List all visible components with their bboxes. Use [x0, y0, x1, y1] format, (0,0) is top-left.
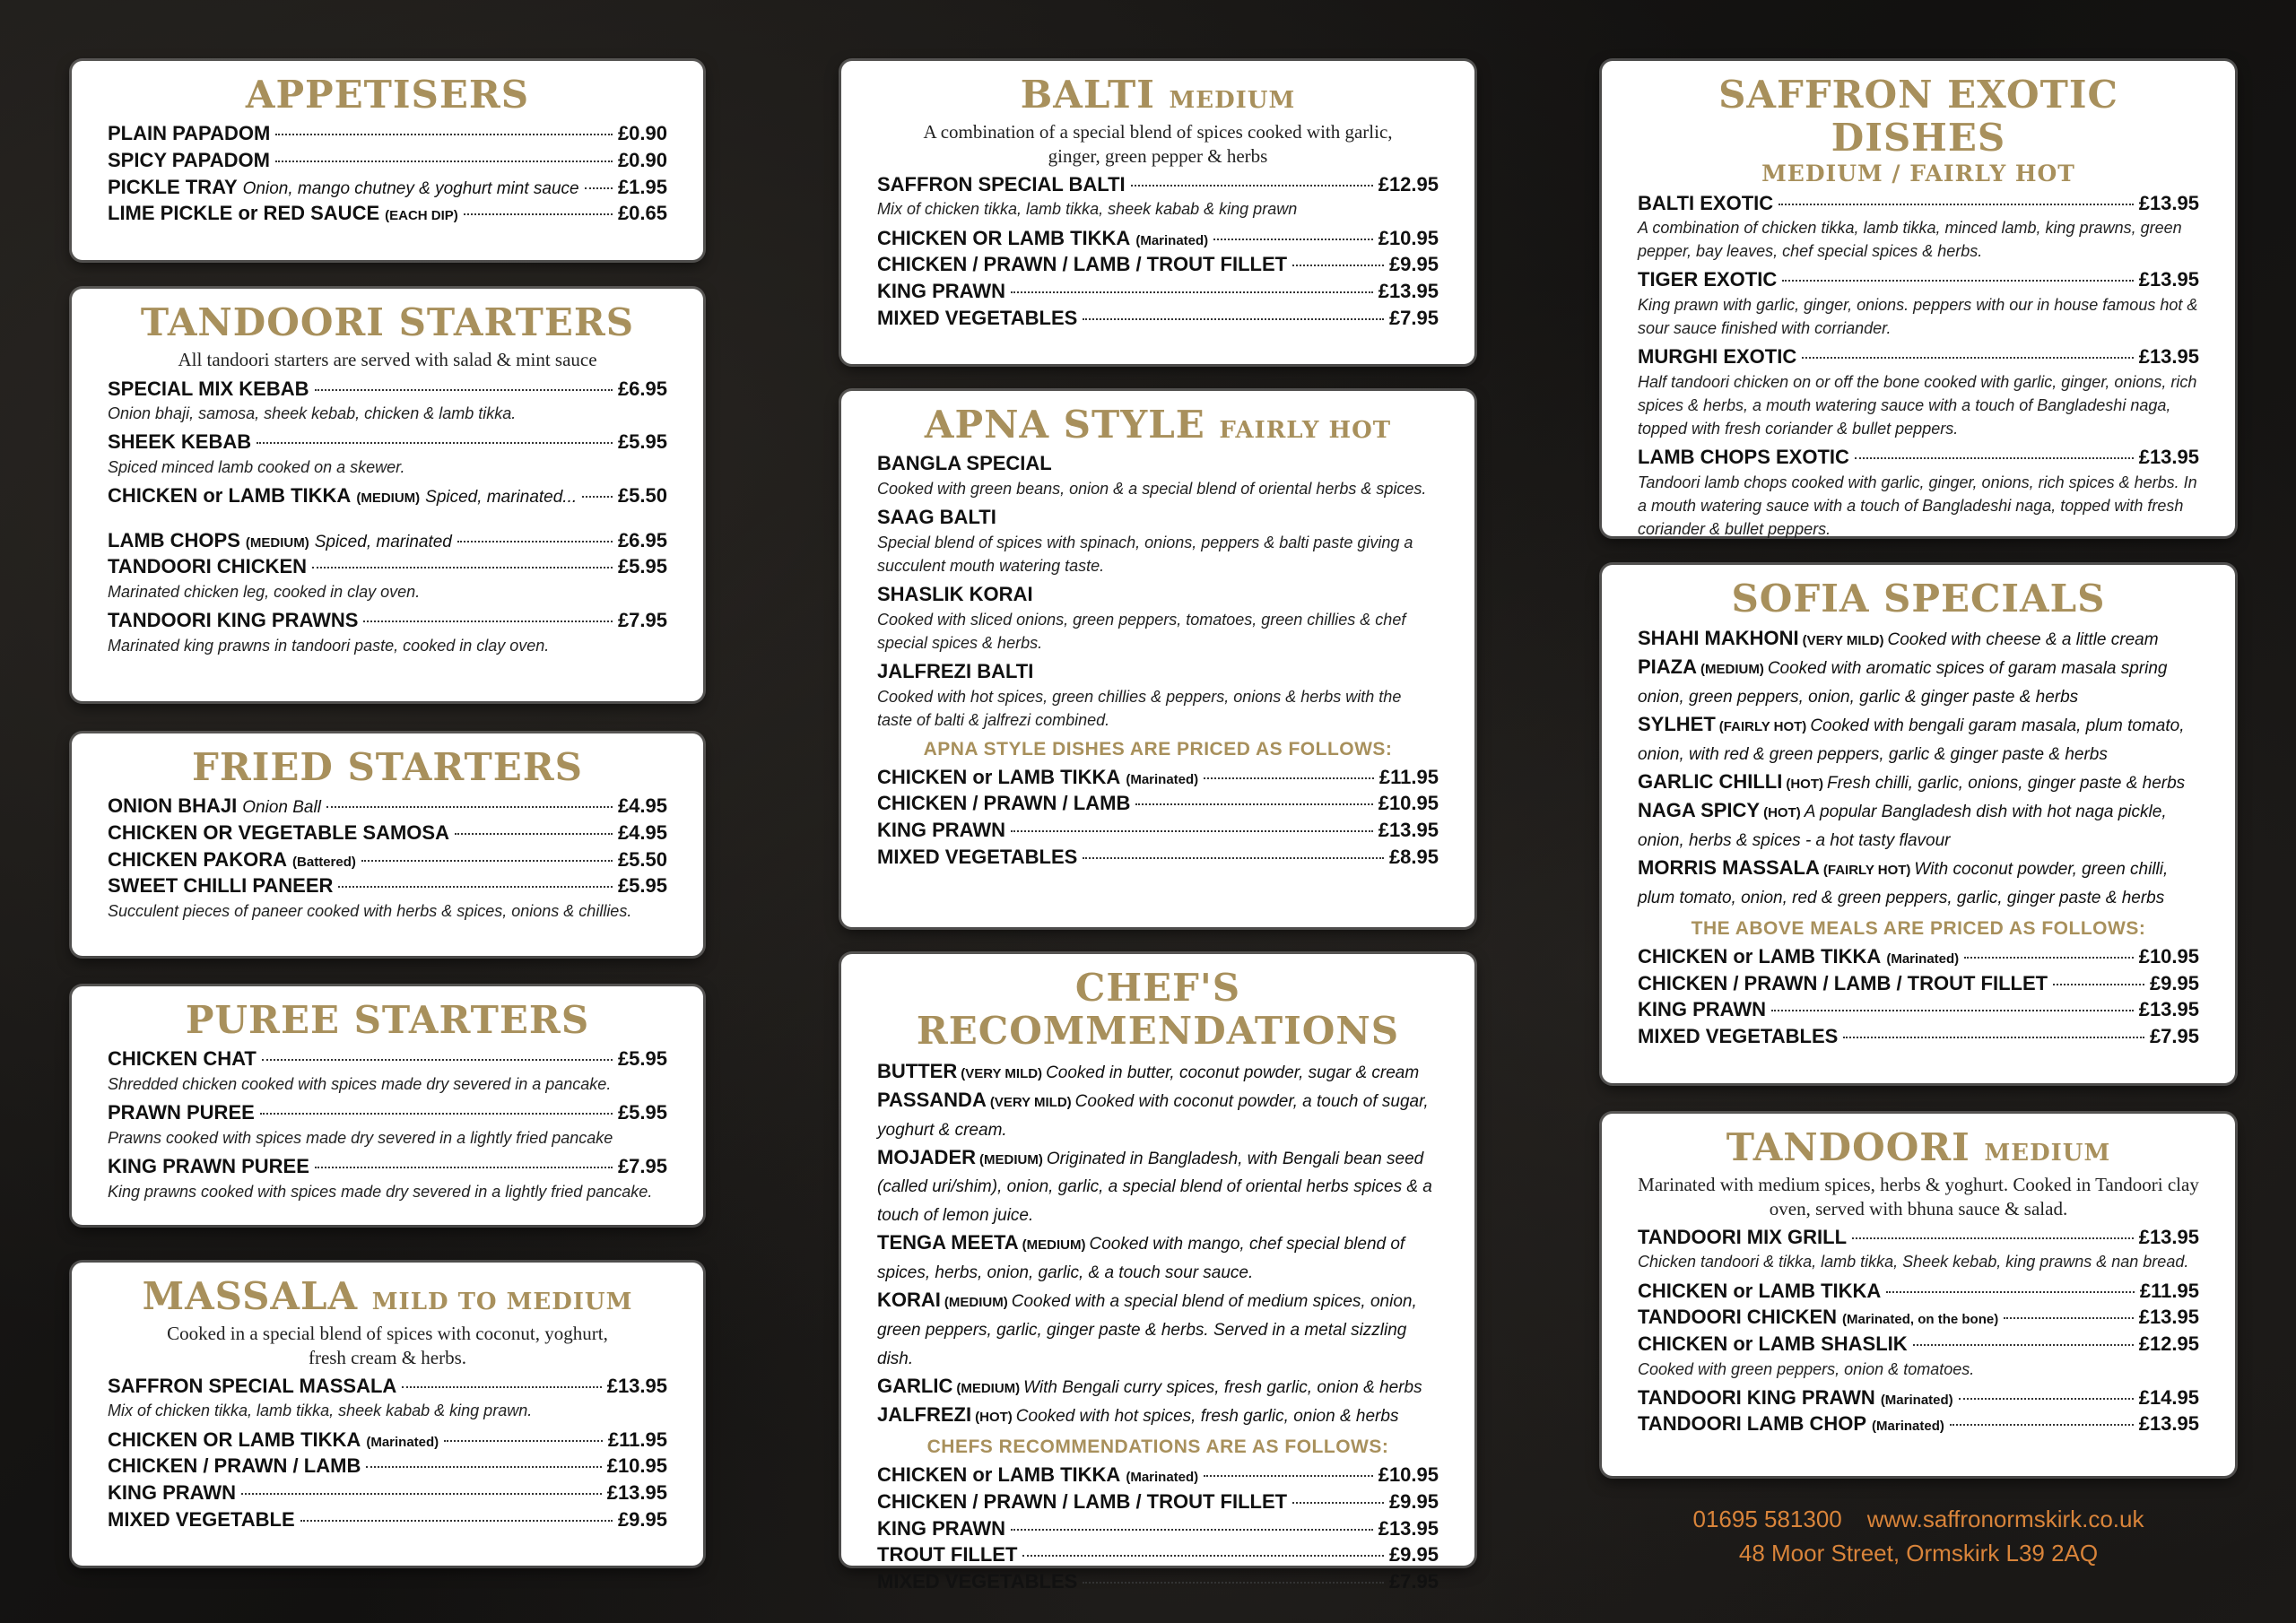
tandoori-title-heat: MEDIUM	[1984, 1140, 2111, 1167]
dish-tag: (FAIRLY HOT)	[1822, 863, 1911, 879]
sofia-specials-title: SOFIA SPECIALS	[1731, 577, 2106, 621]
item-tag: (Battered)	[292, 854, 356, 870]
dish-note: With Bengali curry spices, fresh garlic, onion & herbs	[1023, 1378, 1422, 1398]
item-note: Onion Ball	[242, 798, 321, 818]
item-name: LAMB CHOPS EXOTIC	[1638, 446, 1849, 469]
dish-name: NAGA SPICY	[1638, 799, 1761, 822]
menu-item	[877, 1541, 1439, 1568]
dish-name: MOJADER	[877, 1145, 977, 1168]
item-name: TANDOORI KING PRAWNS	[108, 609, 359, 632]
item-name: TANDOORI CHICKEN	[1638, 1306, 1838, 1329]
item-tag: (EACH DIP)	[385, 208, 458, 224]
item-price: £1.95	[617, 175, 667, 198]
menu-item	[877, 1568, 1439, 1595]
item-description: Marinated chicken leg, cooked in clay oven.	[108, 583, 421, 602]
menu-item	[877, 1462, 1439, 1488]
contact-line	[1602, 1503, 2235, 1537]
item-name: CHICKEN or LAMB TIKKA	[877, 1463, 1121, 1487]
dish-tag: (HOT)	[975, 1410, 1013, 1426]
item-description: Marinated king prawns in tandoori paste, cooked in clay oven.	[108, 636, 550, 655]
item-description: Shredded chicken cooked with spices made dry severed in a pancake.	[108, 1074, 612, 1093]
item-description: Cooked with green peppers, onion & tomatoes.	[1638, 1359, 1975, 1378]
menu-item	[108, 1153, 667, 1180]
item-price: £4.95	[617, 820, 667, 844]
item-price: £9.95	[1388, 253, 1439, 276]
item-price: £11.95	[1378, 765, 1439, 788]
item-price: £9.95	[2149, 971, 2199, 994]
apna-style-card	[841, 391, 1474, 927]
item-price: £14.95	[2138, 1385, 2199, 1409]
dish-name: SHASLIK KORAI	[877, 582, 1033, 605]
item-description: Chicken tandoori & tikka, lamb tikka, Sheek kebab, king prawns & nan bread.	[1638, 1253, 2189, 1271]
menu-item	[1638, 343, 2199, 370]
dish-name: JALFREZI BALTI	[877, 659, 1034, 682]
item-name: CHICKEN / PRAWN / LAMB / TROUT FILLET	[877, 1489, 1288, 1513]
dish-tag: (MEDIUM)	[1700, 662, 1764, 678]
item-name: SAFFRON SPECIAL BALTI	[877, 172, 1126, 195]
item-description: Tandoori lamb chops cooked with garlic, ginger, onions, rich spices & herbs. In a mouth watering sauce with a touch of Bangladeshi naga, topped with fresh coriander & bullet peppers.	[1638, 473, 2197, 539]
item-price: £10.95	[1378, 792, 1439, 815]
tandoori-starters-card	[72, 289, 703, 701]
item-name: KING PRAWN	[1638, 998, 1766, 1021]
section-description: Cooked in a special blend of spices with coconut, yoghurt, fresh cream & herbs.	[167, 1323, 608, 1368]
item-note: Spiced, marinated...	[425, 488, 578, 508]
tandoori-title-main: TANDOORI	[1726, 1125, 1970, 1169]
menu-item	[108, 1480, 667, 1506]
apna-style-title-heat: FAIRLY HOT	[1219, 417, 1392, 444]
balti-title-heat: MEDIUM	[1169, 87, 1296, 114]
item-description: A combination of chicken tikka, lamb tikka, minced lamb, king prawns, green pepper, bay leaves, chef special spices & herbs.	[1638, 219, 2182, 261]
item-name: CHICKEN or LAMB TIKKA	[877, 765, 1121, 788]
menu-item	[108, 482, 667, 509]
item-price: £13.95	[2138, 1225, 2199, 1248]
item-description: Spiced minced lamb cooked on a skewer.	[108, 458, 405, 477]
item-tag: (Marinated)	[1886, 950, 1960, 967]
item-name: ONION BHAJI	[108, 794, 238, 818]
menu-item	[108, 376, 667, 403]
menu-item	[1638, 970, 2199, 997]
item-name: KING PRAWN	[877, 1516, 1005, 1540]
item-description: Cooked with hot spices, green chillies & peppers, onions & herbs with the taste of balti & jalfrezi combined.	[877, 687, 1402, 729]
dish-name: BANGLA SPECIAL	[877, 452, 1052, 475]
item-name: MIXED VEGETABLES	[1638, 1025, 1839, 1048]
dish-tag: (MEDIUM)	[956, 1381, 1021, 1397]
item-name: CHICKEN or LAMB TIKKA	[1638, 1279, 1882, 1302]
item-description: Half tandoori chicken on or off the bone cooked with garlic, ginger, onions, rich spices & herbs, a mouth watering sauce with a touch of Bangladeshi naga, topped with fresh coriander & bullet peppers.	[1638, 373, 2197, 438]
menu-item	[1638, 1331, 2199, 1358]
dish-tag: (VERY MILD)	[989, 1094, 1072, 1110]
item-price: £13.95	[606, 1480, 667, 1504]
massala-title	[108, 1275, 667, 1318]
dish-tag: (VERY MILD)	[1802, 633, 1884, 649]
item-tag: (Marinated)	[1872, 1419, 1944, 1435]
item-price: £13.95	[2138, 1412, 2199, 1436]
item-name: TANDOORI LAMB CHOP	[1638, 1412, 1867, 1436]
item-price: £13.95	[1378, 1516, 1439, 1540]
item-price: £13.95	[2138, 446, 2199, 469]
dish-tag: (MEDIUM)	[979, 1151, 1043, 1167]
item-name: SAFFRON SPECIAL MASSALA	[108, 1374, 397, 1397]
menu-item	[108, 527, 667, 554]
item-price: £10.95	[2138, 944, 2199, 968]
tandoori-title	[1638, 1126, 2199, 1169]
dish-note: Cooked with cheese & a little cream	[1887, 630, 2159, 650]
item-tag: (Marinated, on the bone)	[1842, 1312, 1999, 1328]
item-price: £11.95	[2139, 1279, 2199, 1302]
item-name: PICKLE TRAY	[108, 175, 238, 198]
item-description: Cooked with sliced onions, green peppers, tomatoes, green chillies & chef special spices & herbs.	[877, 610, 1406, 652]
phone-number[interactable]: 01695 581300	[1692, 1506, 1842, 1532]
dish-name: GARLIC CHILLI	[1638, 770, 1783, 794]
item-price: £7.95	[1388, 1569, 1439, 1593]
apna-style-title	[877, 404, 1439, 447]
item-price: £13.95	[1378, 279, 1439, 302]
menu-item	[108, 200, 667, 227]
item-price: £4.95	[617, 794, 667, 818]
section-description: Marinated with medium spices, herbs & yoghurt. Cooked in Tandoori clay oven, served with bhuna sauce & salad.	[1638, 1174, 2199, 1219]
item-price: £10.95	[1378, 226, 1439, 249]
fried-starters-card	[72, 733, 703, 956]
dish-entry	[877, 1143, 1439, 1229]
massala-title-main: MASSALA	[142, 1274, 359, 1318]
dish-entry	[1638, 710, 2199, 768]
dish-note: Fresh chilli, garlic, onions, ginger paste & herbs	[1826, 774, 2186, 794]
menu-item	[108, 607, 667, 634]
menu-item	[877, 764, 1439, 791]
item-name: KING PRAWN PUREE	[108, 1154, 309, 1177]
dish-name: GARLIC	[877, 1375, 953, 1398]
item-name: SPICY PAPADOM	[108, 148, 270, 171]
item-name: SHEEK KEBAB	[108, 430, 252, 454]
item-price: £0.65	[617, 202, 667, 225]
item-name: CHICKEN or LAMB SHASLIK	[1638, 1332, 1908, 1355]
item-name: KING PRAWN	[877, 819, 1005, 842]
item-description: Onion bhaji, samosa, sheek kebab, chicken & lamb tikka.	[108, 404, 517, 423]
item-price: £0.90	[617, 122, 667, 145]
item-price: £5.95	[617, 874, 667, 898]
menu-item	[877, 1488, 1439, 1515]
item-description: Mix of chicken tikka, lamb tikka, sheek kabab & king prawn.	[108, 1402, 533, 1420]
dish-tag: (HOT)	[1763, 805, 1801, 821]
section-description: A combination of a special blend of spices cooked with garlic, ginger, green pepper & herbs	[923, 121, 1393, 167]
item-name: PRAWN PUREE	[108, 1101, 255, 1124]
item-note: Onion, mango chutney & yoghurt mint sauce	[242, 178, 579, 198]
appetisers-card	[72, 61, 703, 260]
menu-item	[108, 1373, 667, 1400]
menu-item	[877, 251, 1439, 278]
dish-entry	[1638, 624, 2199, 653]
menu-item	[1638, 1224, 2199, 1251]
menu-item	[1638, 266, 2199, 293]
chefs-recommendations-card	[841, 954, 1474, 1593]
item-price: £11.95	[607, 1428, 667, 1451]
item-name: MIXED VEGETABLE	[108, 1507, 295, 1531]
priced-heading: CHEFS RECOMMENDATIONS ARE AS FOLLOWS:	[926, 1436, 1389, 1458]
tandoori-card	[1602, 1114, 2235, 1476]
fried-starters-title: FRIED STARTERS	[192, 745, 583, 789]
dish-tag: (MEDIUM)	[1022, 1237, 1086, 1254]
item-name: CHICKEN / PRAWN / LAMB / TROUT FILLET	[877, 253, 1288, 276]
menu-item	[108, 1046, 667, 1072]
dish-note: Cooked with a special blend of medium spices, onion, green peppers, garlic, ginger paste & herbs. Served in a metal sizzling dish.	[877, 1292, 1417, 1369]
dish-name: KORAI	[877, 1289, 941, 1312]
dish-entry	[877, 1057, 1439, 1086]
item-price: £6.95	[617, 377, 667, 400]
item-name: MURGHI EXOTIC	[1638, 345, 1797, 369]
dish-entry	[1638, 768, 2199, 796]
menu-item	[1638, 1023, 2199, 1050]
dish-note: Cooked with aromatic spices of garam masala spring onion, green peppers, onion, garlic & ginger paste & herbs	[1638, 659, 2168, 707]
item-price: £7.95	[1388, 306, 1439, 329]
menu-item	[108, 1453, 667, 1480]
menu-item	[108, 846, 667, 873]
item-description: Special blend of spices with spinach, onions, peppers & balti paste giving a succulent mouth watering taste.	[877, 533, 1413, 575]
menu-item	[1638, 1278, 2199, 1305]
item-name: TROUT FILLET	[877, 1543, 1018, 1567]
item-name: TANDOORI KING PRAWN	[1638, 1385, 1875, 1409]
menu-item	[1638, 996, 2199, 1023]
exotic-dishes-card	[1602, 61, 2235, 539]
dish-entry	[1638, 796, 2199, 854]
dish-note: Cooked in butter, coconut powder, sugar & cream	[1046, 1063, 1420, 1082]
menu-item	[877, 278, 1439, 305]
dish-note: A popular Bangladesh dish with hot naga pickle, onion, herbs & spices - a hot tasty flavour	[1638, 803, 2167, 851]
item-name: CHICKEN OR LAMB TIKKA	[877, 226, 1131, 249]
item-price: £12.95	[2138, 1332, 2199, 1355]
menu-item	[877, 171, 1439, 198]
item-description: King prawn with garlic, ginger, onions. peppers with our in house famous hot & sour sauce finished with corriander.	[1638, 296, 2198, 338]
dish-name: JALFREZI	[877, 1403, 972, 1427]
item-name: LAMB CHOPS	[108, 528, 240, 551]
item-price: £9.95	[1388, 1543, 1439, 1567]
dish-note: Cooked with coconut powder, a touch of sugar, yoghurt & cream.	[877, 1091, 1429, 1140]
item-tag: (Marinated)	[366, 1434, 439, 1450]
item-tag: (Marinated)	[1126, 771, 1199, 787]
apna-style-title-main: APNA STYLE	[924, 403, 1205, 447]
item-price: £9.95	[617, 1507, 667, 1531]
address: 48 Moor Street, Ormskirk L39 2AQ	[1738, 1539, 2099, 1567]
menu-item	[877, 305, 1439, 332]
item-price: £9.95	[1388, 1489, 1439, 1513]
item-name: CHICKEN OR LAMB TIKKA	[108, 1428, 361, 1451]
item-name: PLAIN PAPADOM	[108, 122, 271, 145]
website-link[interactable]: www.saffronormskirk.co.uk	[1866, 1506, 2144, 1532]
exotic-dishes-title: SAFFRON EXOTIC DISHES	[1718, 73, 2118, 161]
item-price: £5.95	[617, 1101, 667, 1124]
item-description: Succulent pieces of paneer cooked with herbs & spices, onions & chillies.	[108, 902, 632, 921]
item-price: £13.95	[606, 1374, 667, 1397]
menu-item	[877, 1515, 1439, 1542]
menu-item	[108, 553, 667, 580]
massala-title-heat: MILD TO MEDIUM	[371, 1289, 633, 1315]
item-price: £0.90	[617, 148, 667, 171]
contact-footer	[1602, 1503, 2235, 1570]
dish-entry	[1638, 854, 2199, 911]
item-description: Cooked with green beans, onion & a special blend of oriental herbs & spices.	[877, 479, 1427, 498]
item-name: MIXED VEGETABLES	[877, 1569, 1078, 1593]
menu-item	[108, 120, 667, 147]
dish-tag: (FAIRLY HOT)	[1718, 719, 1807, 735]
priced-heading: THE ABOVE MEALS ARE PRICED AS FOLLOWS:	[1691, 917, 2146, 939]
menu-item	[108, 1427, 667, 1454]
balti-title	[877, 74, 1439, 117]
dish-name: MORRIS MASSALA	[1638, 856, 1820, 880]
item-price: £8.95	[1388, 845, 1439, 868]
item-price: £12.95	[1378, 172, 1439, 195]
menu-item	[1638, 1304, 2199, 1331]
item-name: BALTI EXOTIC	[1638, 191, 1774, 214]
item-price: £5.95	[617, 1047, 667, 1071]
menu-item	[1638, 1410, 2199, 1437]
menu-item	[108, 174, 667, 201]
item-description: Mix of chicken tikka, lamb tikka, sheek kabab & king prawn	[877, 200, 1298, 219]
dish-note: Originated in Bangladesh, with Bengali bean seed (called uri/shim), onion, garlic, a special blend of oriental herbs spices & a touch of lemon juice.	[877, 1149, 1432, 1226]
balti-title-main: BALTI	[1020, 73, 1155, 117]
menu-item	[108, 820, 667, 846]
item-price: £13.95	[2138, 345, 2199, 369]
item-name: TANDOORI CHICKEN	[108, 555, 308, 578]
tandoori-starters-title: TANDOORI STARTERS	[140, 300, 635, 344]
item-name: CHICKEN PAKORA	[108, 847, 288, 871]
item-tag: (Marinated)	[1135, 232, 1209, 248]
item-tag: (MEDIUM)	[245, 534, 309, 551]
menu-item	[108, 872, 667, 899]
item-name: LIME PICKLE or RED SAUCE	[108, 202, 380, 225]
puree-starters-title: PUREE STARTERS	[185, 998, 590, 1042]
dish-tag: (MEDIUM)	[944, 1295, 1008, 1311]
exotic-dishes-heat: MEDIUM / FAIRLY HOT	[1761, 160, 2075, 187]
item-name: CHICKEN or LAMB TIKKA	[108, 484, 352, 508]
menu-item	[877, 844, 1439, 871]
item-tag: (Marinated)	[1126, 1470, 1199, 1486]
menu-item	[877, 225, 1439, 252]
item-name: KING PRAWN	[877, 279, 1005, 302]
dish-entry	[877, 1401, 1439, 1429]
item-price: £7.95	[617, 1154, 667, 1177]
item-price: £13.95	[2138, 268, 2199, 291]
dish-note: With coconut powder, green chilli, plum tomato, onion, red & green peppers, garlic, ginger paste & herbs	[1638, 860, 2169, 908]
menu-item	[108, 1506, 667, 1533]
item-name: SWEET CHILLI PANEER	[108, 874, 334, 898]
chefs-recommendations-title: CHEF'S RECOMMENDATIONS	[916, 966, 1400, 1054]
dish-name: BUTTER	[877, 1059, 958, 1082]
dish-note: Cooked with hot spices, fresh garlic, onion & herbs	[1015, 1407, 1399, 1427]
item-name: CHICKEN / PRAWN / LAMB	[877, 792, 1131, 815]
item-description: Prawns cooked with spices made dry severed in a lightly fried pancake	[108, 1128, 613, 1147]
puree-starters-card	[72, 986, 703, 1225]
balti-card	[841, 61, 1474, 364]
item-price: £5.95	[617, 430, 667, 454]
dish-entry	[1638, 653, 2199, 710]
item-price: £13.95	[2138, 191, 2199, 214]
item-name: CHICKEN OR VEGETABLE SAMOSA	[108, 820, 449, 844]
menu-item	[1638, 190, 2199, 217]
menu-item	[108, 793, 667, 820]
item-price: £10.95	[1378, 1463, 1439, 1487]
item-tag: (MEDIUM)	[356, 490, 421, 507]
dish-name: SYLHET	[1638, 713, 1716, 736]
dish-tag: (HOT)	[1786, 777, 1823, 793]
item-name: TIGER EXOTIC	[1638, 268, 1778, 291]
dish-entry	[877, 1086, 1439, 1143]
appetisers-title: APPETISERS	[245, 73, 530, 117]
item-tag: (Marinated)	[1880, 1392, 1953, 1408]
item-price: £10.95	[606, 1454, 667, 1478]
section-description: All tandoori starters are served with salad & mint sauce	[178, 349, 597, 371]
priced-heading: APNA STYLE DISHES ARE PRICED AS FOLLOWS:	[923, 738, 1393, 759]
item-price: £5.50	[617, 484, 667, 508]
item-name: TANDOORI MIX GRILL	[1638, 1225, 1848, 1248]
item-name: SPECIAL MIX KEBAB	[108, 377, 309, 400]
dish-entry	[877, 1228, 1439, 1286]
menu-item	[1638, 1384, 2199, 1411]
menu-item	[108, 147, 667, 174]
menu-item	[1638, 444, 2199, 471]
item-description: King prawns cooked with spices made dry severed in a lightly fried pancake.	[108, 1182, 653, 1201]
menu-item	[877, 790, 1439, 817]
menu-item	[1638, 943, 2199, 970]
item-note: Spiced, marinated	[314, 532, 452, 551]
item-price: £6.95	[617, 528, 667, 551]
menu-item	[108, 429, 667, 456]
dish-note: Cooked with mango, chef special blend of spices, herbs, onion, garlic, & a touch sour sauce.	[877, 1235, 1405, 1283]
item-price: £13.95	[1378, 819, 1439, 842]
dish-name: PIAZA	[1638, 655, 1697, 679]
item-price: £5.95	[617, 555, 667, 578]
dish-entry	[877, 1372, 1439, 1401]
menu-item	[877, 817, 1439, 844]
item-name: CHICKEN or LAMB TIKKA	[1638, 944, 1882, 968]
dish-name: SAAG BALTI	[877, 506, 996, 529]
dish-note: Cooked with bengali garam masala, plum tomato, onion, with red & green peppers, garlic & ginger paste & herbs	[1638, 716, 2185, 765]
item-price: £7.95	[617, 609, 667, 632]
dish-tag: (VERY MILD)	[961, 1065, 1043, 1081]
item-name: MIXED VEGETABLES	[877, 845, 1078, 868]
dish-entry	[877, 1286, 1439, 1372]
item-name: KING PRAWN	[108, 1480, 236, 1504]
item-price: £5.50	[617, 847, 667, 871]
item-name: CHICKEN CHAT	[108, 1047, 257, 1071]
massala-card	[72, 1263, 703, 1566]
item-price: £13.95	[2138, 1306, 2199, 1329]
item-name: CHICKEN / PRAWN / LAMB / TROUT FILLET	[1638, 971, 2048, 994]
item-price: £7.95	[2149, 1025, 2199, 1048]
menu-item	[108, 1099, 667, 1126]
dish-name: PASSANDA	[877, 1088, 987, 1111]
item-price: £13.95	[2138, 998, 2199, 1021]
item-name: CHICKEN / PRAWN / LAMB	[108, 1454, 361, 1478]
dish-name: TENGA MEETA	[877, 1231, 1019, 1254]
sofia-specials-card	[1602, 565, 2235, 1083]
item-name: MIXED VEGETABLES	[877, 306, 1078, 329]
dish-name: SHAHI MAKHONI	[1638, 627, 1799, 650]
